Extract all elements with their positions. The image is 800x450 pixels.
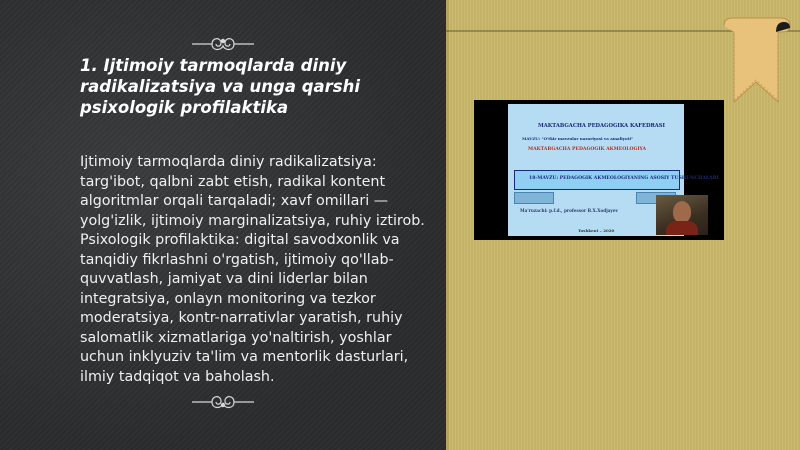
thumb-button-left — [514, 192, 554, 204]
thumb-topic: 18-MAVZU: PEDAGOGIK AKMEOLOGIYANING ASOSIY TUSHUNCHALARI — [529, 176, 719, 181]
speaker-webcam — [656, 195, 708, 235]
thumb-subject: MAVZU: "O'tkir mavzular nazariyasi va amaliyoti" — [522, 136, 634, 141]
flourish-ornament-icon — [190, 34, 256, 54]
thumb-topic-box — [514, 170, 719, 190]
speaker-head — [673, 201, 691, 223]
thumb-location: Toshkent – 2020 — [578, 228, 615, 233]
thumb-heading: MAKTABGACHA PEDAGOGIKA KAFEDRASI — [538, 123, 665, 129]
ribbon-bookmark-icon — [720, 16, 792, 104]
slide-title: 1. Ijtimoiy tarmoqlarda diniy radikalizatsiya va unga qarshi psixologik profilaktika — [80, 56, 361, 117]
thumb-lecturer: Ma'ruzachi: p.f.d., professor B.X.Xodjayev — [520, 208, 618, 213]
speaker-body — [666, 221, 698, 235]
flourish-ornament-icon — [190, 392, 256, 412]
thumb-course: MAKTABGACHA PEDAGOGIK AKMEOLOGIYA — [528, 147, 647, 152]
embedded-video[interactable] — [474, 100, 724, 240]
slide-body-text: Ijtimoiy tarmoqlarda diniy radikalizatsiya: targ'ibot, qalbni zabt etish, radikal kontent algoritmlar orqali tarqaladi; xavf omillari — yolg'izlik, ijtimoiy marginalizatsiya, ruhiy iztirob. Psixologik profilaktika: digital savodxonlik va tanqidiy fikrlashni o'rgatish, ijtimoiy qo'llab-quvvatlash, jamiyat va dini liderlar bilan integratsiya, onlayn monitoring va tezkor moderatsiya, kontr-narrativlar yaratish, ruhiy salomatlik xizmatlariga yo'naltirish, yoshlar uchun inklyuziv ta'lim va mentorlik dasturlari, ilmiy tadqiqot va baholash. — [80, 154, 425, 385]
